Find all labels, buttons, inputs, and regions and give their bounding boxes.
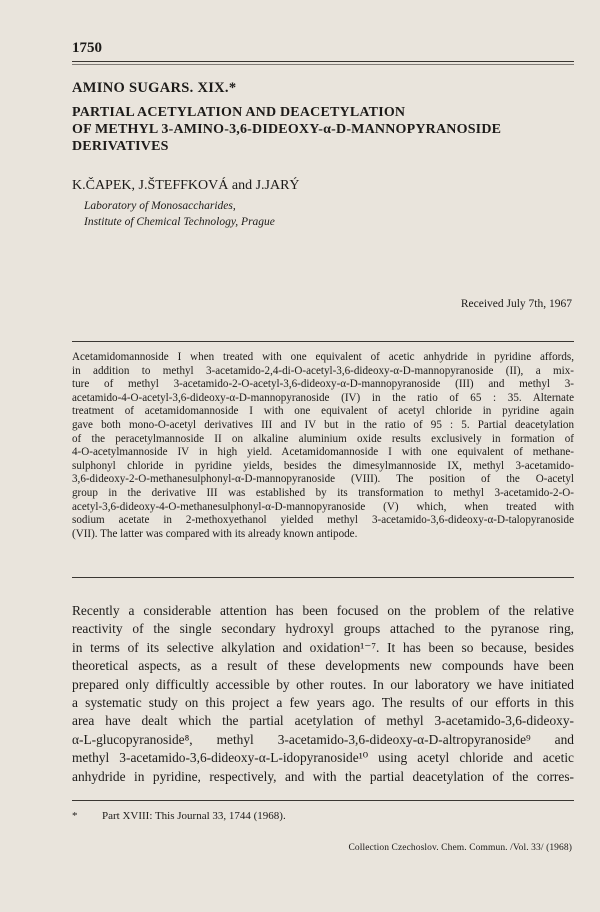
abstract-line: treatment of acetamidomannoside I with one equivalent of acetyl chloride in pyridine again — [72, 405, 574, 418]
journal-citation: Collection Czechoslov. Chem. Commun. /Vol. 33/ (1968) — [348, 843, 572, 853]
body-line: prepared only difficultly accessible by other routes. In our laboratory we have initiated — [72, 676, 574, 692]
abstract-line: Acetamidomannoside I when treated with one equivalent of acetic anhydride in pyridine affords, — [72, 351, 574, 363]
abstract-line: gave both mono-O-acetyl derivatives III and IV but in the ratio of 95 : 5. Partial deacetylation — [72, 418, 574, 431]
authors: K.ČAPEK, J.ŠTEFFKOVÁ and J.JARÝ — [72, 178, 300, 193]
affiliation — [84, 198, 275, 230]
page-number: 1750 — [72, 40, 102, 56]
title-line: DERIVATIVES — [72, 139, 169, 154]
body-line: anhydride in pyridine, respectively, and with the partial deacetylation of the corres- — [72, 768, 574, 784]
body-line: a systematic study on this project a few years ago. The results of our efforts in this — [72, 695, 574, 711]
body-line: area have dealt which the partial acetylation of methyl 3-acetamido-3,6-dideoxy- — [72, 713, 574, 729]
body-text — [72, 602, 574, 786]
title-line: OF METHYL 3-AMINO-3,6-DIDEOXY-α-D-MANNOPYRANOSIDE — [72, 122, 502, 137]
abstract-line: group in the derivative III was established by its transformation to methyl 3-acetamido-2-O- — [72, 486, 574, 499]
article-title — [72, 104, 572, 155]
abstract-line: acetyl-3,6-dideoxy-4-O-methanesulphonyl-α-D-mannopyranoside (V) which, when treated with — [72, 500, 574, 513]
title-line: PARTIAL ACETYLATION AND DEACETYLATION — [72, 105, 406, 120]
body-line: in terms of its selective alkylation and oxidation¹⁻⁷. It has been so because, besides — [72, 639, 574, 655]
series-title: AMINO SUGARS. XIX.* — [72, 80, 237, 96]
body-line: reactivity of the single secondary hydroxyl groups attached to the pyranose ring, — [72, 621, 574, 637]
abstract-line: sodium acetate in 2-methoxyethanol yielded methyl 3-acetamido-3,6-dideoxy-α-D-talopyranoside — [72, 514, 574, 527]
abstract-line: acetamido-4-O-acetyl-3,6-dideoxy-α-D-mannopyranoside (IV) in the ratio of 65 : 35. Alternate — [72, 391, 574, 404]
abstract-line: (VII). The latter was compared with its already known antipode. — [72, 527, 358, 540]
abstract-line: of the peracetylmannoside II on alkaline aluminium oxide results exclusively in formation of — [72, 432, 574, 445]
affiliation-line: Institute of Chemical Technology, Prague — [84, 216, 275, 228]
header-rule-thin — [72, 64, 574, 65]
body-line: α-L-glucopyranoside⁸, methyl 3-acetamido-3,6-dideoxy-α-D-altropyranoside⁹ and — [72, 731, 574, 747]
footnote-marker: * — [72, 810, 78, 822]
received-date: Received July 7th, 1967 — [460, 298, 572, 310]
body-line: theoretical aspects, as a result of these developments new compounds have been — [72, 658, 574, 674]
abstract-line: sulphonyl chloride in pyridine yields, besides the dimesylmannoside IX, methyl 3-acetamido- — [72, 459, 574, 472]
footnote-rule — [72, 800, 574, 801]
abstract-line: 3,6-dideoxy-2-O-methanesulphonyl-α-D-mannopyranoside (VIII). The position of the O-acetyl — [72, 473, 574, 486]
abstract-line: ture of methyl 3-acetamido-2-O-acetyl-3,6-dideoxy-α-D-mannopyranoside (III) and methyl 3- — [72, 378, 574, 391]
header-rule — [72, 61, 574, 62]
affiliation-line: Laboratory of Monosaccharides, — [84, 200, 236, 212]
body-line: Recently a considerable attention has been focused on the problem of the relative — [72, 603, 574, 618]
footnote-text: Part XVIII: This Journal 33, 1744 (1968). — [102, 810, 286, 822]
abstract-line: 4-O-acetylmannoside IV in high yield. Acetamidomannoside I with one equivalent of methane- — [72, 446, 574, 459]
footnote — [72, 810, 286, 822]
abstract-bottom-rule — [72, 577, 574, 578]
abstract-line: in addition to methyl 3-acetamido-2,4-di-O-acetyl-3,6-dideoxy-α-D-mannopyranoside (II), a mix- — [72, 364, 574, 377]
abstract — [72, 351, 574, 541]
abstract-top-rule — [72, 341, 574, 342]
body-line: methyl 3-acetamido-3,6-dideoxy-α-L-idopyranoside¹⁰ using acetyl chloride and acetic — [72, 750, 574, 766]
